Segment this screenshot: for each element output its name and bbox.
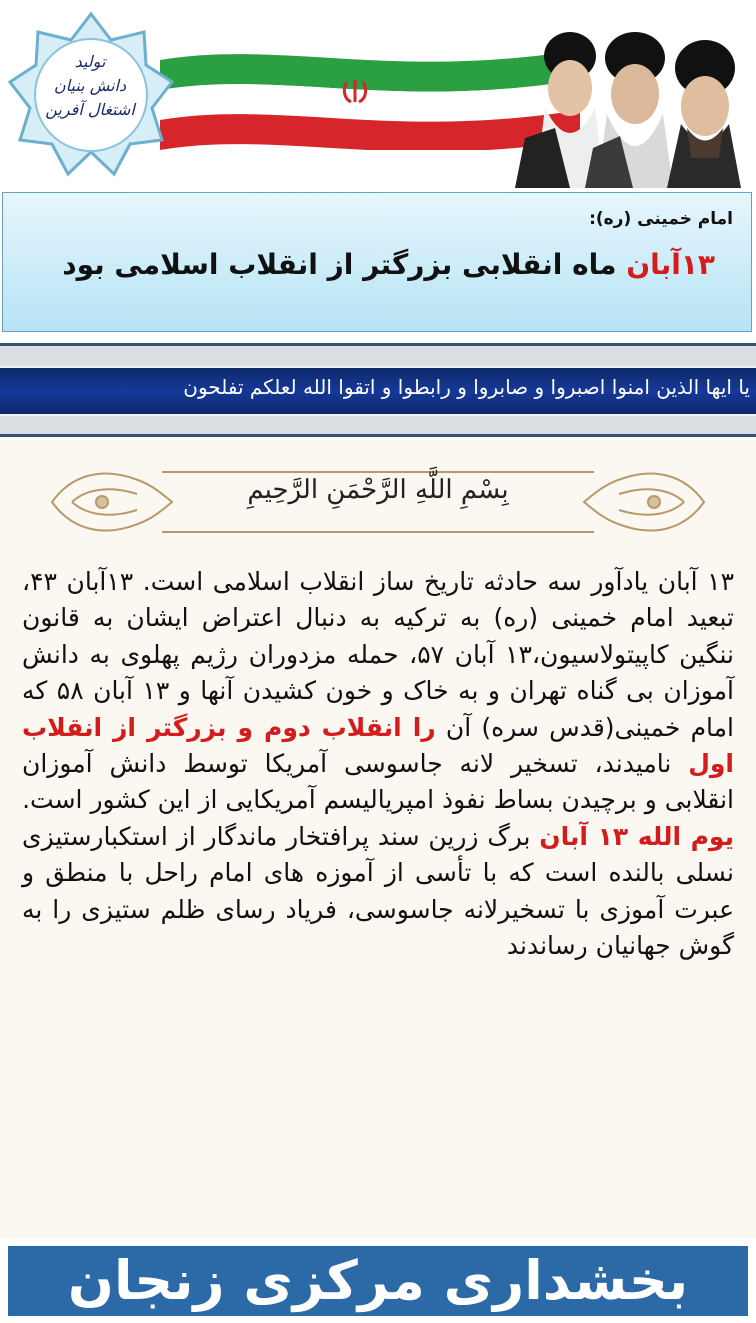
paragraph-2-text: برگ زرین سند پرافتخار ماندگار از استکبارستیزی نسلی بالنده است که با تأسی از آموزه های امام راحل با منطق و عبرت آموزی با تسخیرلانه جاسوسی، فریاد رسای ظلم ستیزی را به گوش جهانیان رساندند (22, 821, 734, 961)
seal-text: تولید دانش بنیان اشتغال آفرین (45, 52, 135, 119)
footer-text: بخشداری مرکزی زنجان (67, 1249, 689, 1312)
quote-rest: ماه انقلابی بزرگتر از انقلاب اسلامی بود (62, 248, 627, 281)
portrait-right (667, 40, 741, 188)
quote-highlight: ۱۳آبان (626, 248, 715, 281)
header-banner (0, 0, 756, 190)
quote-box (2, 192, 752, 332)
verse-bar (0, 366, 756, 416)
paragraph-1-end: نامیدند، تسخیر لانه جاسوسی آمریکا توسط دانش آموزان انقلابی و برچیدن بساط نفوذ امپریالیسم آمریکایی از این کشور است. (22, 749, 734, 815)
verse-text: یا ایها الذین امنوا اصبروا و صابروا و رابطوا و اتقوا الله لعلکم تفلحون (183, 375, 750, 399)
footer-banner (8, 1246, 748, 1316)
paragraph-2-highlight: یوم الله ۱۳ آبان (539, 821, 734, 851)
quote-text (62, 248, 715, 281)
leaders-portraits (515, 8, 756, 188)
portrait-middle (585, 32, 673, 188)
verse-banner (0, 343, 756, 437)
article-body (22, 564, 734, 964)
paragraph-1-highlight: را انقلاب دوم و بزرگتر از انقلاب اول (22, 712, 734, 779)
basmala: بِسْمِ اللَّهِ الرَّحْمَنِ الرَّحِیمِ (247, 475, 509, 505)
paragraph-1-start: ۱۳ آبان یادآور سه حادثه تاریخ ساز انقلاب اسلامی است. ۱۳آبان ۴۳، تبعید امام خمینی (ره) به ترکیه به دنبال اعتراض ایشان به قانون ننگین کاپیتولاسیون،۱۳ آبان ۵۷، حمله مزدوران رژیم پهلوی به دانش آموزان بی گناه تهران و به خاک و خون کشیدن آنها و ۱۳ آبان ۵۸ که امام خمینی(قدس سره) آن (22, 567, 735, 742)
quote-author: امام خمینی (ره): (589, 209, 733, 229)
